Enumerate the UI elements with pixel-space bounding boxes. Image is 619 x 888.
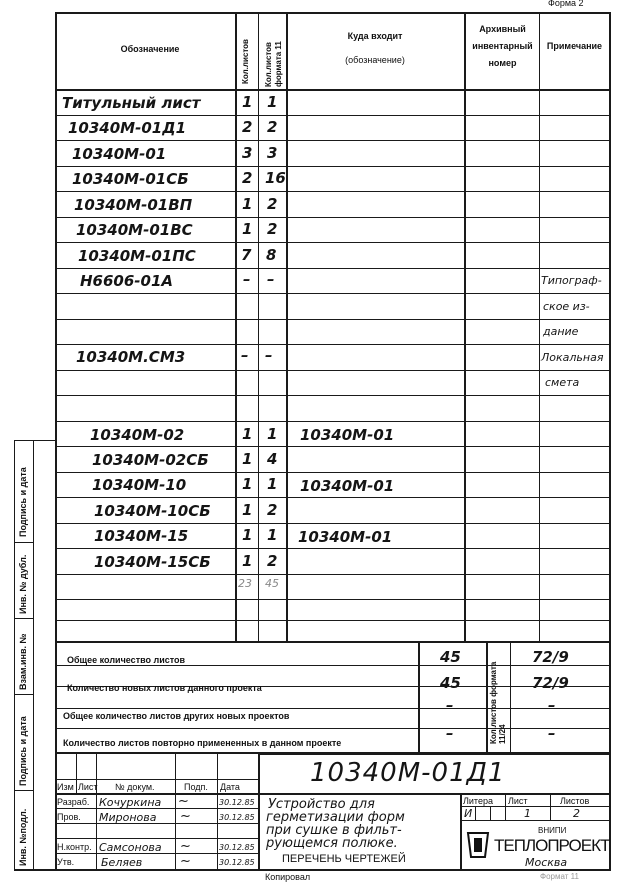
margin-strip-top-line	[14, 440, 56, 441]
format-label: Формат 11	[540, 872, 579, 881]
row-sheets-format: 1	[267, 93, 278, 111]
row-sheets-format: 2	[267, 195, 278, 213]
col-line-1	[235, 12, 237, 641]
row-sheets-format: 16	[265, 169, 286, 187]
row-sheets: –	[243, 270, 251, 288]
date-check: 30.12.85	[219, 813, 255, 822]
row-sheets: 1	[242, 526, 253, 544]
row-sheets: 3	[242, 144, 253, 162]
title-printed: ПЕРЕЧЕНЬ ЧЕРТЕЖЕЙ	[282, 853, 406, 865]
margin-strip-left-line	[14, 440, 15, 870]
document-code: 10340М-01Д1	[310, 758, 506, 788]
row-sheets-format-total: 45	[265, 577, 279, 590]
org-top: ВНИПИ	[538, 826, 567, 835]
row-sheets-format: 2	[267, 220, 278, 238]
header-archive-1: Архивный	[479, 24, 526, 34]
row-where-used: 10340М-01	[300, 477, 395, 495]
title-line-3: при сушке в фильт-	[266, 823, 402, 838]
signature-check: ~	[180, 809, 191, 824]
summary-reused-value: –	[446, 724, 454, 742]
row-designation: 10340М-10СБ	[94, 502, 211, 520]
role-norm: Н.контр.	[57, 842, 92, 852]
title-line-2: герметизации форм	[266, 810, 405, 825]
org-logo-icon	[466, 830, 490, 860]
header-sheet-count-format: Кол.листов формата 11	[264, 41, 283, 87]
frame-bottom-line	[14, 869, 611, 871]
margin-vzam-inv: Взам.инв. №	[18, 633, 28, 690]
summary-new-value: 45	[440, 674, 461, 692]
row-designation: 10340М-02	[90, 426, 185, 444]
summary-other-value: –	[446, 696, 454, 714]
col-line-4	[464, 12, 466, 641]
row-sheets: 1	[242, 552, 253, 570]
copied-label: Копировал	[265, 872, 311, 882]
row-note: Типограф-	[541, 274, 602, 287]
row-designation: 10340М-01ПС	[78, 247, 196, 265]
frame-top-line	[55, 12, 610, 14]
summary-reused-label: Количество листов повторно примененных в данном проекте	[63, 738, 342, 748]
col-izm: Изм	[57, 782, 74, 792]
row-sheets: 2	[242, 118, 253, 136]
summary-other-label: Общее количество листов других новых проектов	[63, 711, 290, 721]
list-label: Лист	[508, 796, 528, 806]
row-sheets: 1	[242, 450, 253, 468]
row-sheets-format: 1	[267, 425, 278, 443]
lists-label: Листов	[560, 796, 590, 806]
row-designation: 10340М-01СБ	[72, 170, 189, 188]
row-sheets-format: 1	[267, 526, 278, 544]
col-line-5	[539, 12, 540, 641]
row-sheets-format: 2	[267, 501, 278, 519]
row-note: смета	[545, 376, 580, 389]
form-label: Форма 2	[548, 0, 584, 8]
summary-other-fmt: –	[548, 696, 556, 714]
row-sheets: 1	[242, 93, 253, 111]
signature-dev: ~	[178, 794, 189, 809]
summary-total-label: Общее количество листов	[67, 655, 186, 665]
col-date: Дата	[220, 782, 240, 792]
role-dev: Разраб.	[57, 797, 90, 807]
name-check: Миронова	[99, 811, 157, 824]
role-check: Пров.	[57, 812, 81, 822]
margin-sign-date-2: Подпись и дата	[18, 716, 28, 786]
title-line-4: рующемся полюке.	[266, 836, 398, 851]
row-sheets: 7	[241, 246, 252, 264]
row-sheets: 1	[242, 501, 253, 519]
row-designation: 10340М-02СБ	[92, 451, 209, 469]
row-designation: 10340М-01ВС	[76, 221, 193, 239]
header-bottom-line	[55, 89, 610, 91]
row-sheets: 2	[242, 169, 253, 187]
row-sheets-format: 2	[267, 552, 278, 570]
row-note: дание	[543, 325, 579, 338]
litera-label: Литера	[463, 796, 493, 806]
row-designation: Титульный лист	[62, 94, 201, 112]
row-sheets: 1	[242, 425, 253, 443]
row-sheets-format: 8	[266, 246, 277, 264]
summary-new-fmt: 72/9	[532, 674, 569, 692]
row-sheets-format: –	[267, 270, 275, 288]
col-doc: № докум.	[115, 782, 155, 792]
header-where-used-sub: (обозначение)	[345, 55, 405, 65]
row-sheets-format: 1	[267, 475, 278, 493]
litera-value: И	[464, 807, 473, 820]
row-sheets: 1	[242, 475, 253, 493]
margin-sign-date-1: Подпись и дата	[18, 467, 28, 537]
name-appr: Беляев	[101, 856, 143, 869]
header-designation: Обозначение	[120, 44, 180, 54]
row-designation: 10340М-15	[94, 527, 189, 545]
row-designation: Н6606-01А	[80, 272, 174, 290]
col-line-3	[286, 12, 288, 641]
row-sheets: 1	[242, 195, 253, 213]
header-sheet-count: Кол.листов	[241, 39, 250, 84]
margin-strip-right-line	[33, 440, 34, 870]
row-designation: 10340М-01ВП	[74, 196, 193, 214]
lists-value: 2	[573, 807, 580, 820]
org-name: ТЕПЛОПРОЕКТ	[494, 836, 610, 855]
row-sheets: 1	[242, 220, 253, 238]
summary-total-value: 45	[440, 648, 461, 666]
date-appr: 30.12.85	[219, 858, 255, 867]
row-note: Локальная	[541, 351, 604, 364]
row-designation: 10340М-01Д1	[68, 119, 187, 137]
summary-format-caption: Кол.листов формата 11/24	[489, 661, 507, 744]
row-sheets-format: 3	[267, 144, 278, 162]
role-appr: Утв.	[57, 857, 75, 867]
summary-new-label: Количество новых листов данного проекта	[67, 683, 262, 693]
col-list: Лист	[78, 782, 98, 792]
org-city: Москва	[525, 856, 568, 869]
signature-appr: ~	[180, 854, 191, 869]
row-sheets-format: 2	[267, 118, 278, 136]
row-designation: 10340М-10	[92, 476, 187, 494]
row-sheets: –	[241, 346, 249, 364]
row-note: ское из-	[543, 300, 590, 313]
row-where-used: 10340М-01	[298, 528, 393, 546]
row-where-used: 10340М-01	[300, 426, 395, 444]
row-sheets-format: 4	[267, 450, 278, 468]
row-sheets-total: 23	[238, 577, 252, 590]
title-line-1: Устройство для	[268, 797, 375, 812]
row-designation: 10340М-01	[72, 145, 167, 163]
summary-reused-fmt: –	[548, 724, 556, 742]
signature-norm: ~	[180, 839, 191, 854]
header-archive-3: номер	[488, 58, 517, 68]
row-designation: 10340М-15СБ	[94, 553, 211, 571]
col-sign: Подп.	[184, 782, 208, 792]
name-norm: Самсонова	[99, 841, 162, 854]
header-note: Примечание	[546, 41, 603, 51]
date-dev: 30.12.85	[219, 798, 255, 807]
date-norm: 30.12.85	[219, 843, 255, 852]
margin-inv-dup: Инв. № дубл.	[18, 554, 28, 614]
summary-total-fmt: 72/9	[532, 648, 569, 666]
margin-inv-orig: Инв. №подл.	[18, 808, 28, 866]
list-value: 1	[524, 807, 531, 820]
header-where-used: Куда входит	[347, 31, 403, 41]
col-line-2	[258, 12, 259, 641]
header-archive-2: инвентарный	[472, 41, 533, 51]
name-dev: Кочуркина	[99, 796, 162, 809]
row-designation: 10340М.СМ3	[76, 348, 186, 366]
row-sheets-format: –	[265, 346, 273, 364]
